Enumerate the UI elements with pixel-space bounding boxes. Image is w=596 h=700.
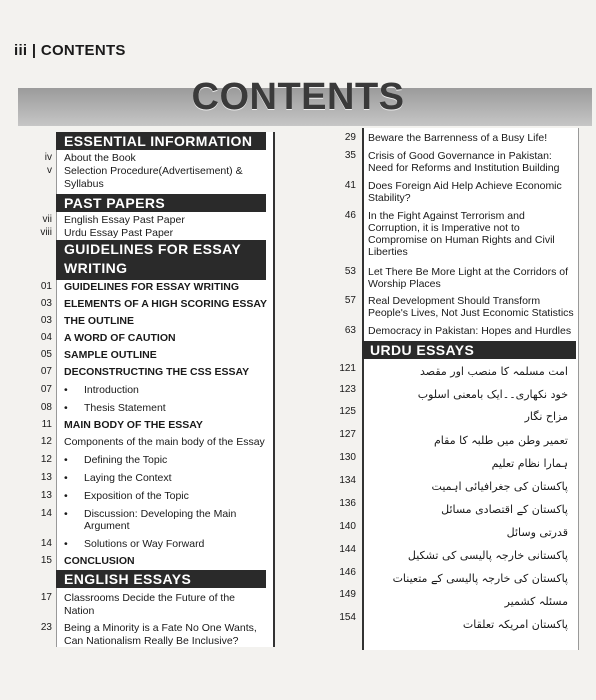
section-past-papers: PAST PAPERS (56, 194, 266, 212)
toc-entry[interactable]: SAMPLE OUTLINE (64, 349, 157, 361)
toc-entry[interactable]: A WORD OF CAUTION (64, 332, 176, 344)
toc-entry[interactable] (368, 210, 574, 258)
toc-subentry-continued: Argument (84, 520, 130, 532)
page-number: 04 (40, 332, 52, 343)
toc-entry[interactable] (368, 295, 574, 319)
toc-line: Corruption, it is Imperative not to (368, 222, 520, 234)
toc-line: Real Development Should Transform (368, 295, 541, 307)
page-number: 29 (344, 132, 356, 143)
page-number: 07 (40, 384, 52, 395)
page-number: 140 (339, 521, 356, 532)
toc-entry[interactable]: Classrooms Decide the Future of the (64, 592, 235, 604)
page-number: 123 (339, 384, 356, 395)
page-number: 08 (40, 402, 52, 413)
toc-entry[interactable]: Components of the main body of the Essay (64, 436, 265, 448)
urdu-entry[interactable]: امت مسلمہ کا منصب اور مقصد (420, 365, 568, 378)
urdu-entry[interactable]: پاکستان امریکہ تعلقات (462, 618, 568, 631)
page-number: 146 (339, 567, 356, 578)
page-number: 35 (344, 150, 356, 161)
page-number: 53 (344, 266, 356, 277)
toc-line: Compromise on Human Rights and Civil (368, 234, 555, 246)
toc-entry[interactable]: THE OUTLINE (64, 315, 134, 327)
page-number: 03 (40, 315, 52, 326)
toc-line: Liberties (368, 246, 408, 258)
page-number: 03 (40, 298, 52, 309)
page-number: 07 (40, 366, 52, 377)
page-number: v (47, 165, 52, 176)
toc-entry[interactable]: Urdu Essay Past Paper (64, 227, 174, 239)
toc-line: Need for Reforms and Institution Building (368, 162, 560, 174)
page-number: 01 (40, 281, 52, 292)
page-number: 13 (40, 490, 52, 501)
page-number: 05 (40, 349, 52, 360)
toc-subentry[interactable]: • Introduction (64, 384, 139, 396)
page-header: iii | CONTENTS (14, 42, 126, 59)
toc-subentry[interactable]: • Discussion: Developing the Main (64, 508, 236, 520)
page-number: 127 (339, 429, 356, 440)
section-title-line2: WRITING (64, 260, 128, 276)
page-number: 23 (40, 622, 52, 633)
toc-entry[interactable]: Democracy in Pakistan: Hopes and Hurdles (368, 325, 572, 337)
page-number: 63 (344, 325, 356, 336)
urdu-entry[interactable]: پاکستان کی خارجہ پالیسی کے متعینات (392, 572, 568, 585)
page-number: 11 (41, 419, 52, 430)
section-english-essays: ENGLISH ESSAYS (56, 570, 266, 588)
toc-entry[interactable]: DECONSTRUCTING THE CSS ESSAY (64, 366, 250, 378)
page-number: 17 (40, 592, 52, 603)
page-number: 12 (40, 454, 52, 465)
page-title: CONTENTS (191, 76, 405, 118)
section-urdu-essays: URDU ESSAYS (362, 341, 576, 359)
urdu-entry[interactable]: ہمارا نظام تعلیم (491, 457, 568, 470)
toc-entry[interactable]: GUIDELINES FOR ESSAY WRITING (64, 281, 240, 293)
toc-entry[interactable] (368, 150, 574, 174)
page-number: 46 (344, 210, 356, 221)
urdu-entry[interactable]: تعمیر وطن میں طلبہ کا مقام (434, 434, 568, 447)
page-number: 154 (339, 612, 356, 623)
urdu-entry[interactable]: مزاح نگار (524, 410, 568, 423)
toc-line: People's Lives, Not Just Economic Statistics (368, 307, 574, 319)
page-number: 13 (40, 472, 52, 483)
toc-line: Does Foreign Aid Help Achieve Economic (368, 180, 562, 192)
toc-entry[interactable]: Selection Procedure(Advertisement) & (64, 165, 243, 177)
toc-subentry[interactable]: • Thesis Statement (64, 402, 166, 414)
page-number: viii (40, 227, 52, 238)
section-title-line1: GUIDELINES FOR ESSAY (64, 241, 242, 257)
section-essential-information: ESSENTIAL INFORMATION (56, 132, 266, 150)
toc-entry[interactable]: About the Book (64, 152, 136, 164)
page-number: 57 (344, 295, 356, 306)
toc-entry[interactable]: English Essay Past Paper (64, 214, 185, 226)
toc-subentry[interactable]: • Exposition of the Topic (64, 490, 189, 502)
page-number: 14 (40, 538, 52, 549)
toc-entry[interactable] (368, 180, 574, 204)
toc-line: Stability? (368, 192, 411, 204)
page-number: 121 (339, 363, 356, 374)
toc-entry[interactable]: ELEMENTS OF A HIGH SCORING ESSAY (64, 298, 268, 310)
page-number: 144 (339, 544, 356, 555)
toc-line: Worship Places (368, 278, 441, 290)
page-number: vii (42, 214, 52, 225)
toc-entry[interactable]: MAIN BODY OF THE ESSAY (64, 419, 203, 431)
toc-line: Crisis of Good Governance in Pakistan: (368, 150, 552, 162)
page-number: 15 (40, 555, 52, 566)
page-number: 12 (40, 436, 52, 447)
page-number: 125 (339, 406, 356, 417)
page-number: iv (44, 152, 52, 163)
toc-entry[interactable]: CONCLUSION (64, 555, 135, 567)
toc-subentry[interactable]: • Solutions or Way Forward (64, 538, 204, 550)
toc-entry[interactable]: Being a Minority is a Fate No One Wants, (64, 622, 257, 634)
page-number: 134 (339, 475, 356, 486)
urdu-entry[interactable]: قدرتی وسائل (506, 526, 568, 539)
urdu-entry[interactable]: خود نکھاری۔۔ایک بامعنی اسلوب (417, 388, 568, 401)
toc-subentry[interactable]: • Defining the Topic (64, 454, 167, 466)
toc-entry[interactable]: Beware the Barrenness of a Busy Life! (368, 132, 548, 144)
page-number: 130 (339, 452, 356, 463)
toc-entry-continued: Syllabus (64, 178, 104, 190)
urdu-entry[interactable]: پاکستان کے اقتصادی مسائل (441, 503, 568, 516)
urdu-entry[interactable]: پاکستانی خارجہ پالیسی کی تشکیل (407, 549, 568, 562)
page-number: 149 (339, 589, 356, 600)
urdu-entry[interactable]: مسئلہ کشمیر (504, 595, 568, 608)
page-number: 14 (40, 508, 52, 519)
toc-entry[interactable] (368, 266, 574, 290)
toc-entry-continued: Can Nationalism Really Be Inclusive? (64, 635, 239, 647)
urdu-entry[interactable]: پاکستان کی جغرافیائی اہمیت (431, 480, 568, 493)
page-number: 41 (344, 180, 356, 191)
toc-entry-continued: Nation (64, 605, 95, 617)
page-number: 136 (339, 498, 356, 509)
toc-line: Let There Be More Light at the Corridors of (368, 266, 568, 278)
toc-line: In the Fight Against Terrorism and (368, 210, 525, 222)
section-guidelines (56, 240, 266, 280)
toc-subentry[interactable]: • Laying the Context (64, 472, 172, 484)
